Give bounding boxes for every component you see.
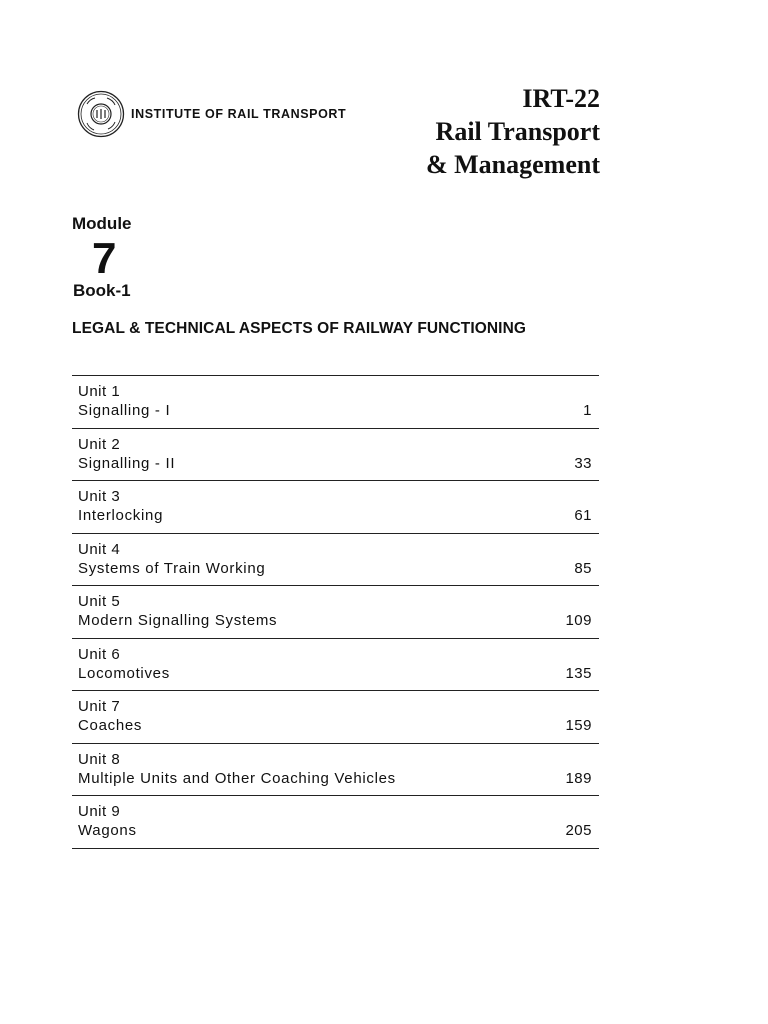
unit-title: Modern Signalling Systems xyxy=(78,612,278,629)
toc-row xyxy=(72,639,599,692)
unit-page-number: 189 xyxy=(565,769,592,787)
table-of-contents xyxy=(72,375,599,849)
toc-row xyxy=(72,429,599,482)
book-label: Book-1 xyxy=(73,281,131,300)
unit-label: Unit 6 xyxy=(78,645,121,663)
unit-label: Unit 1 xyxy=(78,383,121,400)
unit-title: Systems of Train Working xyxy=(78,559,266,577)
unit-title: Interlocking xyxy=(78,507,164,524)
unit-label: Unit 7 xyxy=(78,698,121,715)
unit-label: Unit 4 xyxy=(78,540,121,558)
course-title-line-2: & Management xyxy=(425,150,600,179)
toc-row xyxy=(72,534,599,587)
unit-page-number: 61 xyxy=(574,507,592,524)
book-title: LEGAL & TECHNICAL ASPECTS OF RAILWAY FUNCTIONING xyxy=(72,320,527,337)
unit-title: Locomotives xyxy=(78,664,170,682)
unit-page-number: 205 xyxy=(565,822,592,839)
institute-logo xyxy=(77,90,346,138)
toc-row xyxy=(72,796,599,849)
unit-title: Signalling - II xyxy=(78,454,176,472)
institute-name: INSTITUTE OF RAIL TRANSPORT xyxy=(131,107,347,121)
unit-page-number: 159 xyxy=(565,717,592,734)
module-block xyxy=(72,214,132,301)
unit-label: Unit 8 xyxy=(78,750,121,768)
toc-row xyxy=(72,376,599,429)
unit-page-number: 109 xyxy=(565,612,592,629)
toc-row xyxy=(72,586,599,639)
unit-title: Wagons xyxy=(78,822,137,839)
unit-label: Unit 3 xyxy=(78,488,121,505)
unit-page-number: 85 xyxy=(574,559,592,577)
unit-label: Unit 2 xyxy=(78,435,121,453)
course-heading xyxy=(426,82,600,181)
module-label: Module xyxy=(72,214,132,233)
module-number: 7 xyxy=(92,234,117,283)
unit-page-number: 1 xyxy=(583,402,592,419)
unit-title: Multiple Units and Other Coaching Vehicles xyxy=(78,769,396,787)
unit-title: Signalling - I xyxy=(78,402,171,419)
course-code: IRT-22 xyxy=(522,84,600,113)
unit-page-number: 135 xyxy=(565,664,592,682)
unit-title: Coaches xyxy=(78,717,143,734)
toc-row xyxy=(72,691,599,744)
toc-row xyxy=(72,481,599,534)
unit-label: Unit 5 xyxy=(78,593,121,610)
course-title-line-1: Rail Transport xyxy=(435,117,600,146)
institute-seal-icon xyxy=(77,90,125,138)
unit-page-number: 33 xyxy=(574,454,592,472)
toc-row xyxy=(72,744,599,797)
unit-label: Unit 9 xyxy=(78,803,121,820)
